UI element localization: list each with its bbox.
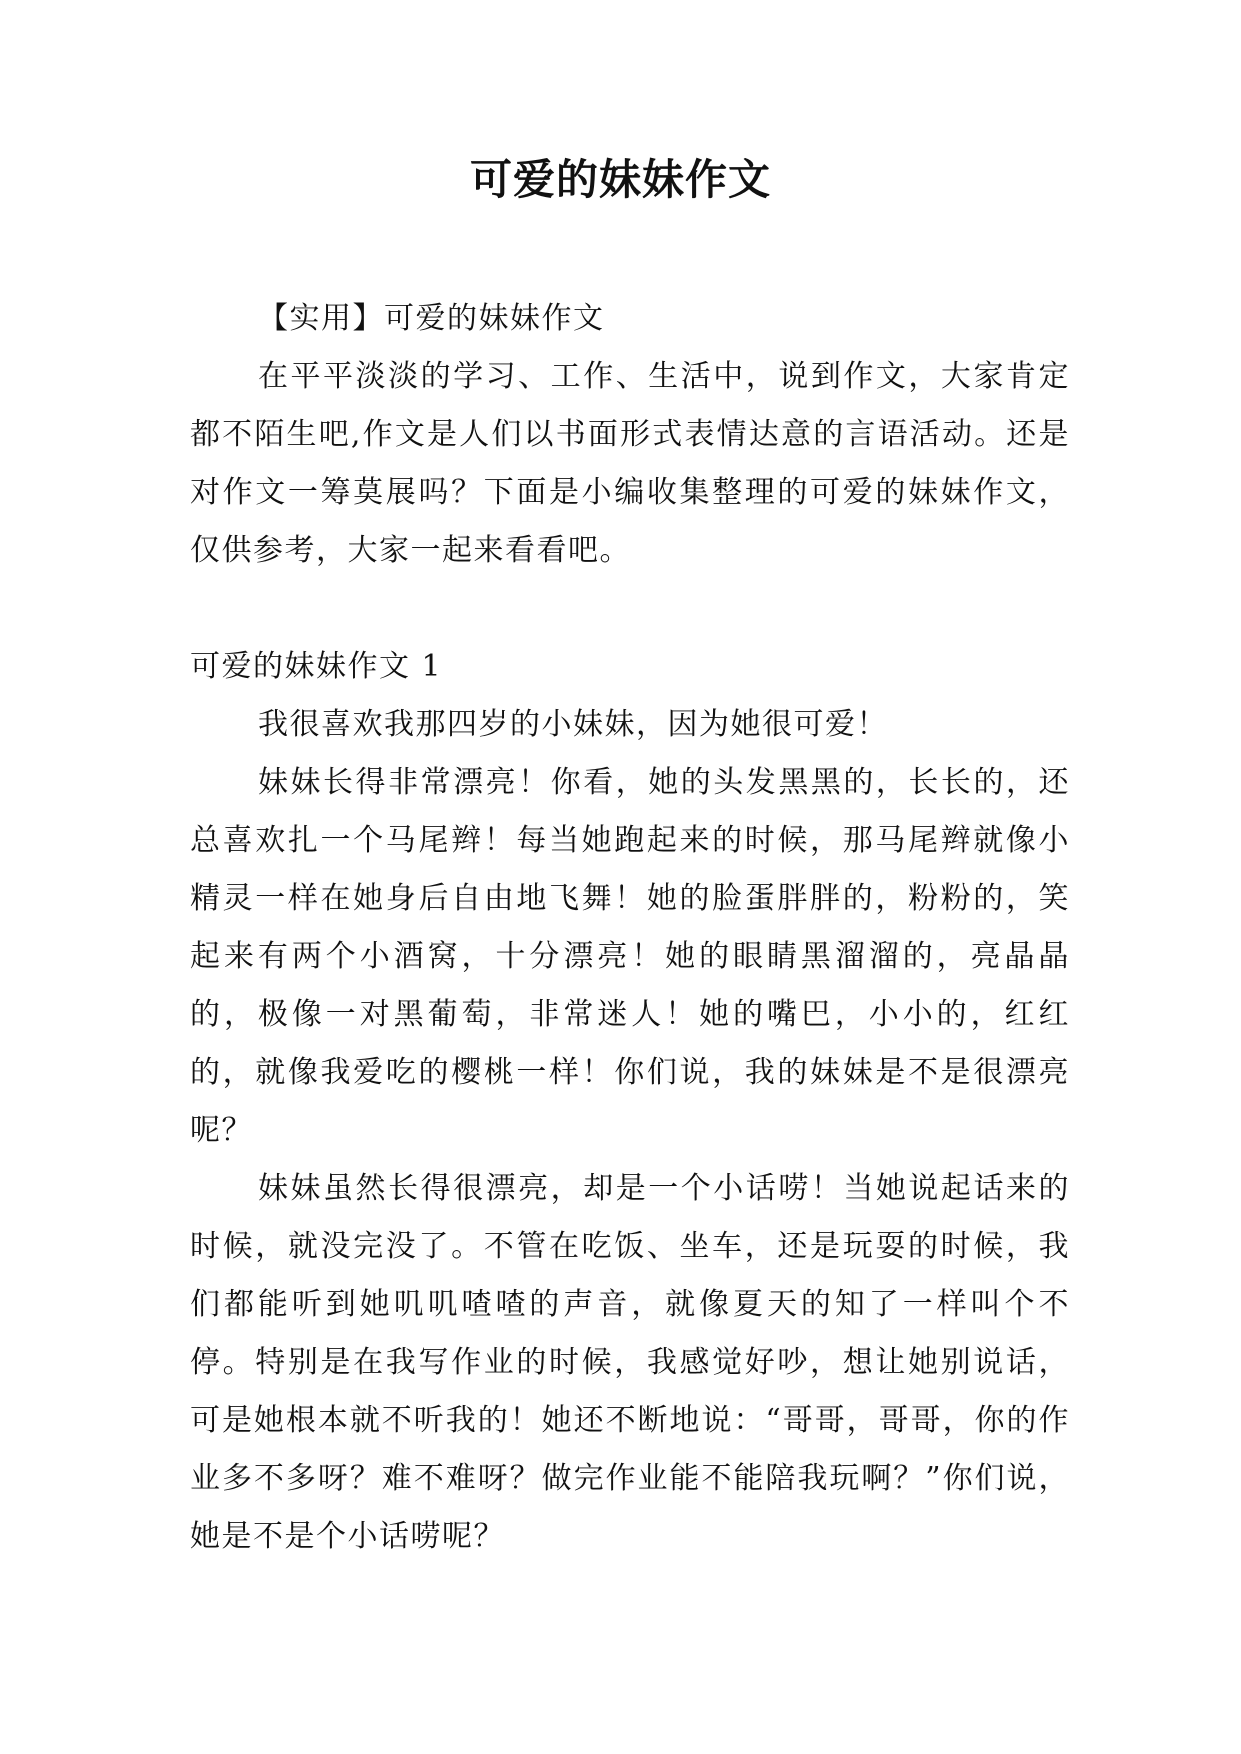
body-paragraph-2: 妹妹长得非常漂亮！你看，她的头发黑黑的，长长的，还总喜欢扎一个马尾辫！每当她跑起来的时候，那马尾辫就像小精灵一样在她身后自由地飞舞！她的脸蛋胖胖的，粉粉的，笑起来有两个小酒窝，十分漂亮！她的眼睛黑溜溜的，亮晶晶的，极像一对黑葡萄，非常迷人！她的嘴巴，小小的，红红的，就像我爱吃的樱桃一样！你们说，我的妹妹是不是很漂亮呢？ bbox=[190, 765, 1070, 1148]
paragraph-gap bbox=[190, 580, 1070, 638]
body-paragraph-3: 妹妹虽然长得很漂亮，却是一个小话唠！当她说起话来的时候，就没完没了。不管在吃饭、坐车，还是玩耍的时候，我们都能听到她叽叽喳喳的声音，就像夏天的知了一样叫个不停。特别是在我写作业的时候，我感觉好吵，想让她别说话，可是她根本就不听我的！她还不断地说：“哥哥，哥哥，你的作业多不多呀？难不难呀？做完作业能不能陪我玩啊？”你们说，她是不是个小话唠呢？ bbox=[190, 1171, 1070, 1554]
intro-heading: 【实用】可爱的妹妹作文 bbox=[258, 301, 605, 336]
document-title: 可爱的妹妹作文 bbox=[469, 155, 771, 204]
section-title: 可爱的妹妹作文 1 bbox=[190, 649, 443, 684]
document-body bbox=[190, 290, 1070, 1566]
body-paragraph-1: 我很喜欢我那四岁的小妹妹，因为她很可爱！ bbox=[258, 707, 888, 742]
intro-paragraph: 在平平淡淡的学习、工作、生活中，说到作文，大家肯定都不陌生吧,作文是人们以书面形式表情达意的言语活动。还是对作文一筹莫展吗？下面是小编收集整理的可爱的妹妹作文，仅供参考，大家一起来看看吧。 bbox=[190, 359, 1070, 568]
